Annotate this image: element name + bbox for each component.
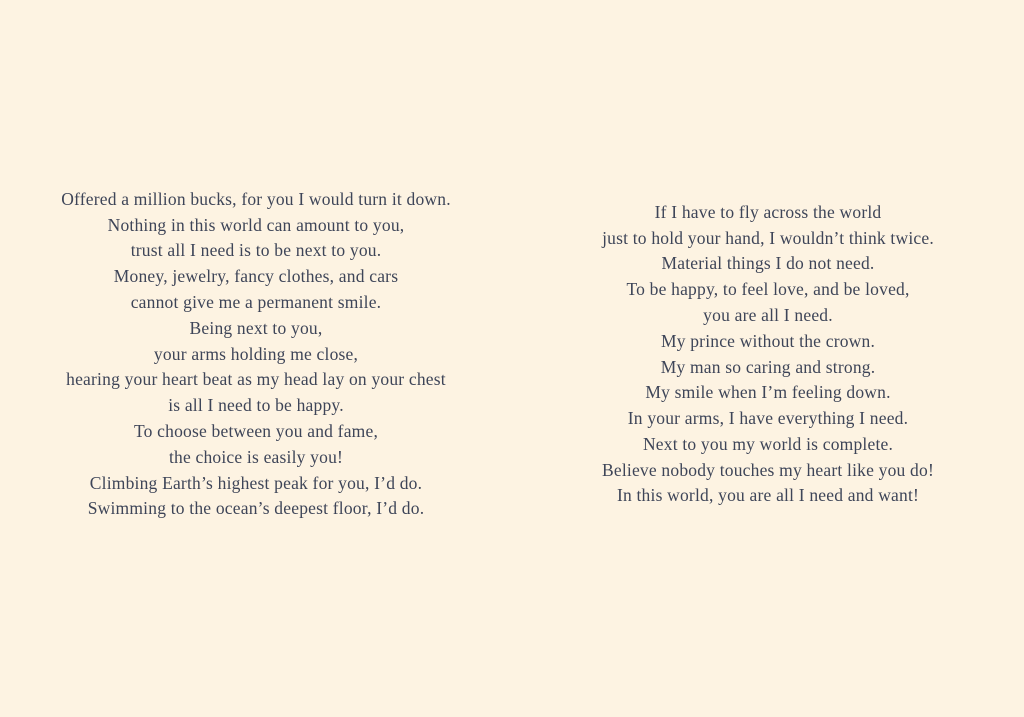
right-page	[512, 0, 1024, 717]
poem-line: Nothing in this world can amount to you,	[107, 214, 405, 235]
poem-line: you are all I need.	[703, 304, 833, 325]
poem-line: Being next to you,	[189, 317, 323, 338]
poem-line: To be happy, to feel love, and be loved,	[626, 279, 910, 300]
poem-line: If I have to fly across the world	[654, 201, 882, 222]
left-stanza	[61, 187, 451, 522]
poem-line: just to hold your hand, I wouldn’t think twice.	[602, 227, 934, 248]
poem-line: Offered a million bucks, for you I would turn it down.	[61, 188, 451, 209]
poem-line: Next to you my world is complete.	[642, 433, 894, 454]
poem-line: hearing your heart beat as my head lay on your chest	[66, 369, 446, 390]
poem-line: Climbing Earth’s highest peak for you, I’d do.	[89, 472, 423, 493]
poem-line: your arms holding me close,	[153, 343, 359, 364]
poem-line: My prince without the crown.	[660, 330, 876, 351]
poem-line: is all I need to be happy.	[168, 395, 344, 416]
poem-line: To choose between you and fame,	[133, 420, 379, 441]
poem-line: Money, jewelry, fancy clothes, and cars	[113, 266, 399, 287]
poem-line: trust all I need is to be next to you.	[130, 240, 382, 261]
right-stanza	[602, 200, 934, 510]
poem-line: cannot give me a permanent smile.	[130, 292, 382, 312]
poem-line: Swimming to the ocean’s deepest floor, I’d do.	[87, 498, 425, 519]
poem-line: Believe nobody touches my heart like you do!	[602, 459, 934, 480]
poem-line: My smile when I’m feeling down.	[645, 382, 891, 403]
poem-line: My man so caring and strong.	[660, 356, 876, 377]
poem-line: Material things I do not need.	[661, 253, 875, 274]
poem-line: In your arms, I have everything I need.	[627, 408, 909, 429]
poem-line: the choice is easily you!	[168, 446, 344, 467]
poem-line: In this world, you are all I need and want!	[616, 485, 920, 506]
